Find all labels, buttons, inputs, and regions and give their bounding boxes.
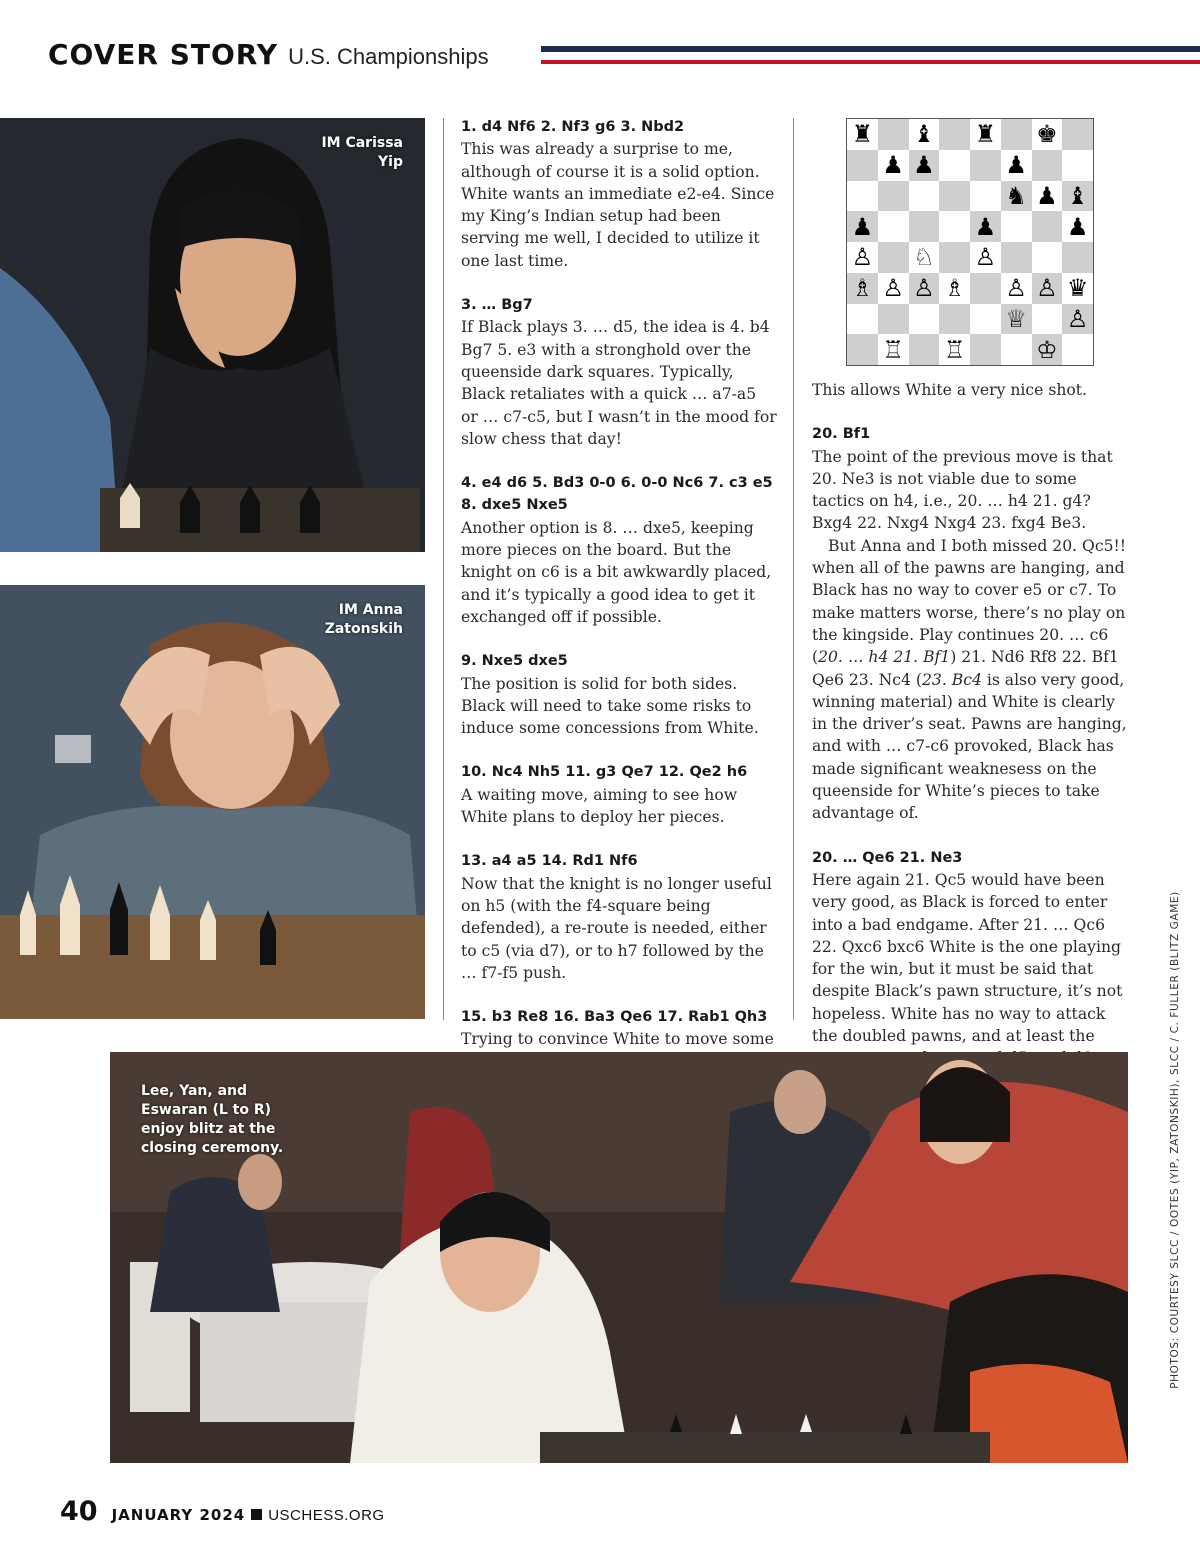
board-square: [909, 304, 940, 335]
board-square: [1062, 334, 1093, 365]
board-square: [1001, 119, 1032, 150]
board-square: [1001, 334, 1032, 365]
move-heading: 20. Bf1: [812, 426, 871, 443]
board-square: [878, 119, 909, 150]
page-header: [48, 38, 489, 78]
move-heading: 9. Nxe5 dxe5: [461, 653, 568, 670]
column-divider-1: [443, 118, 444, 1020]
annotation-text: Here again 21. Qc5 would have been very good, as Black is forced to enter into a bad endgame. After 21. … Qc6 22. Qxc6 bxc6 White is the one playing for the win, but it must be said that despite Black’s pawn structure, it’s not hopeless. White has no way to attack the doubled pawns, and at least the: [812, 870, 1123, 1046]
board-square: [1032, 304, 1063, 335]
annotation-text: Another option is 8. … dxe5, keeping more pieces on the board. But the knight on c6 is a bit awkwardly placed, and it’s typically a good idea to get it exchanged off if possible.: [461, 518, 772, 626]
board-square: ♛: [1062, 273, 1093, 304]
board-square: ♖: [939, 334, 970, 365]
board-square: ♕: [1001, 304, 1032, 335]
board-square: ♙: [909, 273, 940, 304]
board-square: ♗: [847, 273, 878, 304]
separator-square-icon: [251, 1509, 262, 1520]
photo-anna-zatonskih: [0, 585, 425, 1019]
board-square: ♘: [909, 242, 940, 273]
column-divider-2: [793, 118, 794, 1020]
board-square: ♟: [1062, 211, 1093, 242]
board-square: [878, 304, 909, 335]
board-square: ♙: [970, 242, 1001, 273]
site-url: USCHESS.ORG: [268, 1507, 385, 1524]
board-square: [1001, 242, 1032, 273]
board-square: ♙: [1032, 273, 1063, 304]
board-square: [847, 304, 878, 335]
board-square: [970, 150, 1001, 181]
board-square: ♜: [847, 119, 878, 150]
board-square: [847, 334, 878, 365]
board-square: [878, 181, 909, 212]
annotation-text: ) 21. Nd6 Rf8 22. Bf1 Qe6 23. Nc4 (: [812, 648, 1119, 689]
board-square: ♔: [1032, 334, 1063, 365]
variation-italic: 23. Bc4: [922, 670, 982, 689]
board-square: ♙: [878, 273, 909, 304]
annotation-text: The position is solid for both sides. Black will need to take some risks to induce some concessions from White.: [461, 674, 759, 738]
board-square: ♖: [878, 334, 909, 365]
move-heading: 10. Nc4 Nh5 11. g3 Qe7 12. Qe2 h6: [461, 764, 748, 781]
move-heading: 3. … Bg7: [461, 297, 533, 314]
annotation-text: If Black plays 3. … d5, the idea is 4. b4 Bg7 5. e3 with a stronghold over the queenside dark squares. Typically, Black retaliates with a quick … a7-a5 or … c7-c5, but I wasn’t in the mood for slow chess that day!: [461, 318, 777, 448]
chess-diagram: [846, 118, 1094, 366]
board-square: [909, 181, 940, 212]
photo-blitz-game: [110, 1052, 1128, 1463]
board-square: [1062, 119, 1093, 150]
board-square: [878, 242, 909, 273]
board-square: [939, 304, 970, 335]
issue-date: JANUARY 2024: [111, 1506, 246, 1524]
board-square: ♝: [1062, 181, 1093, 212]
header-rule-navy: [541, 46, 1200, 52]
diagram-caption: This allows White a very nice shot.: [812, 381, 1087, 399]
section-title: COVER STORY: [48, 38, 279, 71]
board-square: [909, 211, 940, 242]
board-square: ♙: [1001, 273, 1032, 304]
photo-carissa-yip: [0, 118, 425, 552]
board-square: ♝: [909, 119, 940, 150]
board-square: [970, 181, 1001, 212]
board-square: [939, 242, 970, 273]
annotation-text: Trying to convince White to move some: [461, 1030, 774, 1049]
move-heading: 1. d4 Nf6 2. Nf3 g6 3. Nbd2: [461, 119, 685, 135]
board-square: [909, 334, 940, 365]
board-square: [1032, 150, 1063, 181]
board-square: ♙: [1062, 304, 1093, 335]
board-square: ♟: [1001, 150, 1032, 181]
photo1-caption: IM Carissa Yip: [321, 135, 403, 170]
board-square: [970, 334, 1001, 365]
annotation-text: Now that the knight is no longer useful on h5 (with the f4-square being defended), a re-route is needed, either to c5 (via d7), or to h7 followed by the … f7-f5 push.: [461, 874, 772, 982]
photo-credit: PHOTOS: COURTESY SLCC / OOTES (YIP, ZATONSKIH), SLCC / C. FULLER (BLITZ GAME): [1169, 891, 1181, 1389]
section-subtitle: U.S. Championships: [288, 44, 489, 69]
board-square: ♙: [847, 242, 878, 273]
board-square: ♞: [1001, 181, 1032, 212]
board-square: ♟: [878, 150, 909, 181]
annotation-text: is also very good, winning material) and White is clearly in the driver’s seat. Pawns are hanging, and with … c7-c6 provoked, Black has made significant weaknesess on the queenside for White’s pieces to take advantage of.: [812, 670, 1127, 823]
board-square: ♟: [847, 211, 878, 242]
board-square: [847, 150, 878, 181]
header-rule-red: [541, 60, 1200, 64]
move-heading: 20. … Qe6 21. Ne3: [812, 849, 963, 866]
annotation-text: This was already a surprise to me, although of course it is a solid option. White wants an immediate e2-e4. Since my King’s Indian setup had been serving me well, I decided to utilize it one last time.: [461, 140, 775, 270]
board-square: [878, 211, 909, 242]
page-footer: [60, 1496, 385, 1527]
move-heading: 15. b3 Re8 16. Ba3 Qe6 17. Rab1 Qh3: [461, 1009, 768, 1026]
annotation-text: But Anna and I both missed 20. Qc5!! when all of the pawns are hanging, and Black has no way to cover e5 or c7. To make matters worse, there’s no play on the kingside. Play continues 20. … c6 (: [812, 536, 1127, 667]
move-heading: 13. a4 a5 14. Rd1 Nf6: [461, 853, 638, 870]
page-number: 40: [60, 1496, 98, 1527]
board-square: ♟: [970, 211, 1001, 242]
variation-italic: 20. … h4 21. Bf1: [818, 648, 951, 667]
annotation-text: A waiting move, aiming to see how White plans to deploy her pieces.: [461, 785, 738, 827]
photo2-caption: IM Anna Zatonskih: [324, 602, 403, 637]
board-square: ♜: [970, 119, 1001, 150]
annotation-text: The point of the previous move is that 20. Ne3 is not viable due to some tactics on h4, i.e., 20. … h4 21. g4? Bxg4 22. Nxg4 Nxg4 23. fxg4 Be3.: [812, 447, 1113, 533]
board-square: ♟: [909, 150, 940, 181]
board-square: [939, 211, 970, 242]
board-square: [970, 273, 1001, 304]
article-column-1: [461, 116, 777, 1117]
board-square: [939, 119, 970, 150]
board-square: ♚: [1032, 119, 1063, 150]
board-square: [1032, 242, 1063, 273]
board-square: [1062, 242, 1093, 273]
board-square: [1001, 211, 1032, 242]
board-square: ♗: [939, 273, 970, 304]
board-square: [1062, 150, 1093, 181]
board-square: [939, 181, 970, 212]
board-square: [1032, 211, 1063, 242]
move-heading: 4. e4 d6 5. Bd3 0-0 6. 0-0 Nc6 7. c3 e5 8. dxe5 Nxe5: [461, 475, 773, 514]
photo3-caption: Lee, Yan, and Eswaran (L to R) enjoy blitz at the closing ceremony.: [141, 1083, 284, 1156]
article-column-2: [812, 379, 1128, 1092]
board-square: ♟: [1032, 181, 1063, 212]
board-square: [939, 150, 970, 181]
board-square: [847, 181, 878, 212]
board-square: [970, 304, 1001, 335]
